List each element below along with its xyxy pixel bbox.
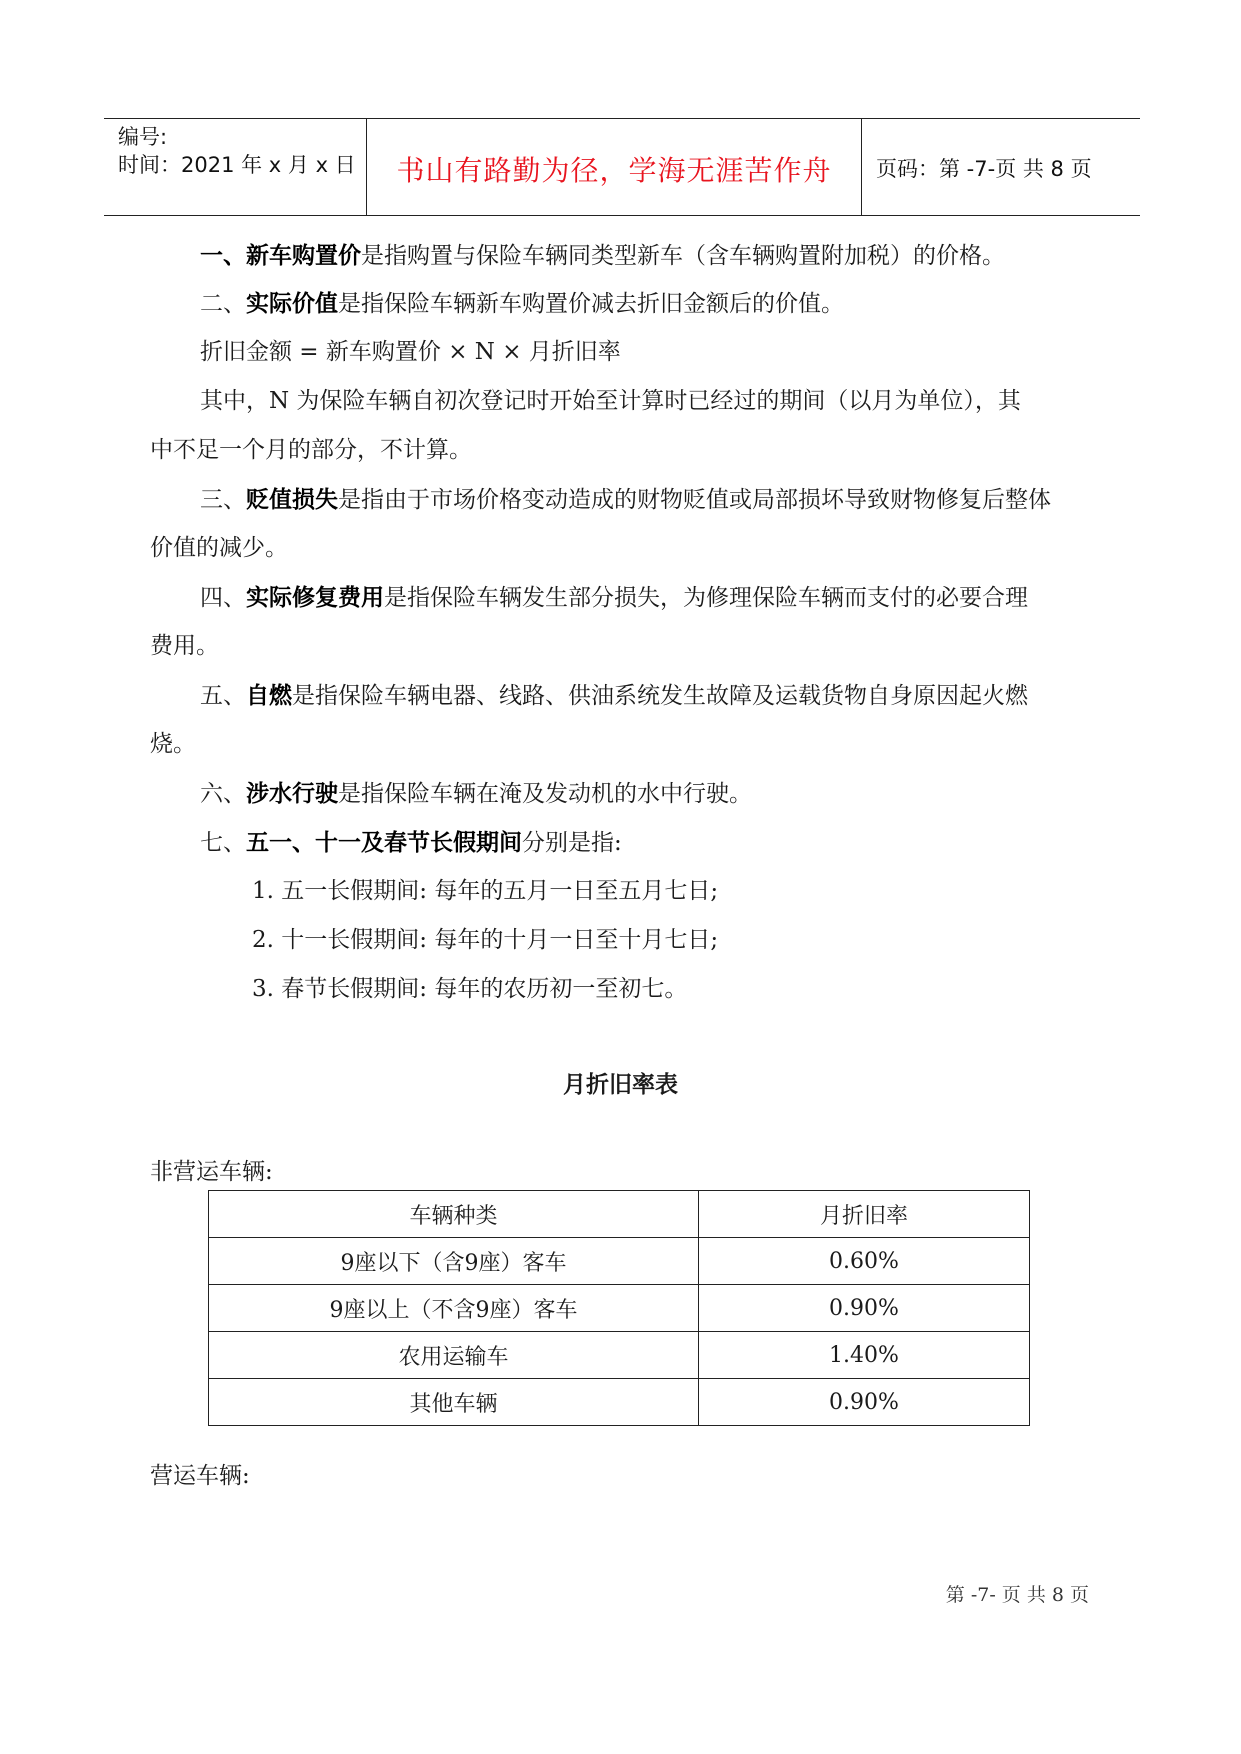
definition-6-term: 涉水行驶 (246, 780, 338, 807)
table-row (209, 1332, 1030, 1379)
vehicle-type-cell: 农用运输车 (209, 1332, 699, 1379)
holiday-item-1: 1. 五一长假期间: 每年的五月一日至五月七日; (252, 878, 719, 904)
page-footer: 第 -7- 页 共 8 页 (945, 1584, 1089, 1606)
definition-2 (200, 290, 1148, 318)
definition-5-text: 是指保险车辆电器、线路、供油系统发生故障及运载货物自身原因起火燃 (292, 683, 1028, 709)
rate-cell: 0.60% (699, 1238, 1030, 1285)
commercial-label: 营运车辆: (150, 1463, 250, 1489)
definition-6-text: 是指保险车辆在淹及发动机的水中行驶。 (338, 781, 752, 807)
definition-2-prefix: 二、 (200, 291, 246, 317)
definition-4-term: 实际修复费用 (246, 584, 384, 611)
vehicle-type-cell: 9座以上（不含9座）客车 (209, 1285, 699, 1332)
definition-2-term: 实际价值 (246, 290, 338, 317)
header-motto: 书山有路勤为径，学海无涯苦作舟 (396, 154, 832, 187)
rate-cell: 0.90% (699, 1379, 1030, 1426)
definition-5 (200, 682, 1148, 710)
note-line-2: 中不足一个月的部分，不计算。 (150, 437, 472, 463)
table-header-monthly-rate: 月折旧率 (699, 1191, 1030, 1238)
table-row (209, 1285, 1030, 1332)
vehicle-type-cell: 其他车辆 (209, 1379, 699, 1426)
definition-4-continued: 费用。 (150, 633, 219, 659)
definition-4-prefix: 四、 (200, 585, 246, 611)
depreciation-formula: 折旧金额 = 新车购置价 × N × 月折旧率 (200, 339, 621, 365)
rate-cell: 1.40% (699, 1332, 1030, 1379)
definition-4 (200, 584, 1148, 612)
definition-5-prefix: 五、 (200, 683, 246, 709)
definition-3 (200, 486, 1148, 514)
definition-7-term: 五一、十一及春节长假期间 (246, 829, 522, 856)
header-page-info: 页码：第 -7-页 共 8 页 (876, 157, 1092, 181)
definition-3-text: 是指由于市场价格变动造成的财物贬值或局部损坏导致财物修复后整体 (338, 487, 1051, 513)
definition-5-continued: 烧。 (150, 731, 196, 757)
definition-7-text: 分别是指: (522, 830, 622, 856)
definition-1 (200, 242, 1148, 270)
definition-6 (200, 780, 1148, 808)
table-row (209, 1238, 1030, 1285)
header-center-cell (367, 119, 862, 215)
holiday-item-2: 2. 十一长假期间: 每年的十月一日至十月七日; (252, 927, 719, 953)
vehicle-type-cell: 9座以下（含9座）客车 (209, 1238, 699, 1285)
definition-3-prefix: 三、 (200, 487, 246, 513)
table-header-vehicle-type: 车辆种类 (209, 1191, 699, 1238)
definition-1-term: 新车购置价 (246, 242, 361, 269)
header-left-cell (104, 119, 367, 215)
definition-1-prefix: 一、 (200, 242, 246, 269)
document-number-label: 编号: (118, 125, 168, 149)
note-line-1: 其中，N 为保险车辆自初次登记时开始至计算时已经过的期间（以月为单位），其 (200, 388, 1021, 414)
depreciation-rate-table (208, 1190, 1030, 1426)
definition-3-term: 贬值损失 (246, 486, 338, 513)
definition-4-text: 是指保险车辆发生部分损失，为修理保险车辆而支付的必要合理 (384, 585, 1028, 611)
definition-3-continued: 价值的减少。 (150, 535, 288, 561)
definition-2-text: 是指保险车辆新车购置价减去折旧金额后的价值。 (338, 291, 844, 317)
table-title: 月折旧率表 (563, 1072, 678, 1098)
page-header (104, 118, 1140, 216)
definition-6-prefix: 六、 (200, 781, 246, 807)
rate-cell: 0.90% (699, 1285, 1030, 1332)
header-right-cell (862, 119, 1140, 215)
definition-7-prefix: 七、 (200, 830, 246, 856)
document-date-label: 时间：2021 年 x 月 x 日 (118, 153, 356, 177)
table-row (209, 1379, 1030, 1426)
definition-7 (200, 829, 1148, 857)
definition-5-term: 自燃 (246, 682, 292, 709)
holiday-item-3: 3. 春节长假期间: 每年的农历初一至初七。 (252, 976, 688, 1002)
definition-1-text: 是指购置与保险车辆同类型新车（含车辆购置附加税）的价格。 (361, 243, 1005, 269)
non-commercial-label: 非营运车辆: (150, 1159, 273, 1185)
table-header-row (209, 1191, 1030, 1238)
